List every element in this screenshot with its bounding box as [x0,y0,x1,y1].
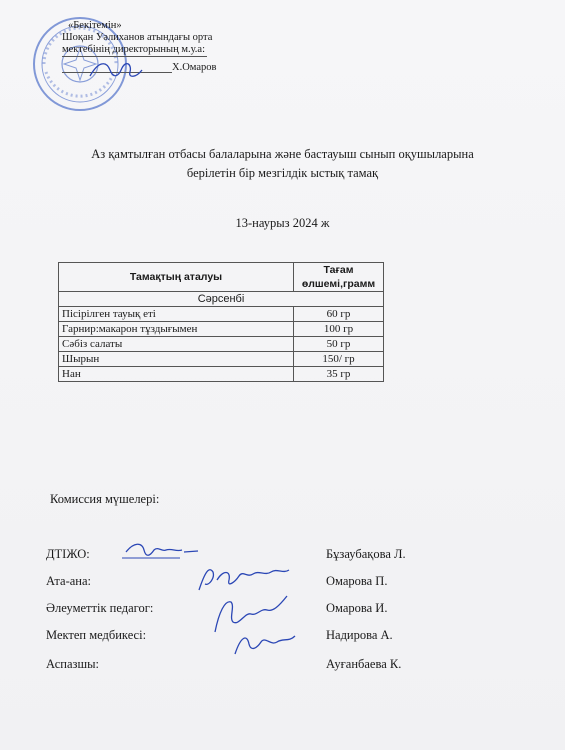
signatory-name: Бұзаубақова Л. [326,547,406,561]
signatory-role: ДТІЖО: [46,547,90,561]
dish-portion: 50 гр [294,337,384,352]
table-row [59,367,384,382]
menu-day: Сәрсенбі [59,292,384,307]
director-signature-icon [86,56,146,82]
menu-table [58,262,384,382]
signature-parent-icon [195,562,295,596]
signatory-role: Аспазшы: [46,657,99,671]
signatory-role: Әлеуметтік педагог: [46,601,154,615]
signatory-name: Омарова И. [326,601,388,615]
dish-portion: 100 гр [294,322,384,337]
document-title-line1: Аз қамтылған отбасы балаларына және бастауыш сынып оқушыларына [91,147,474,161]
dish-name: Сәбіз салаты [59,337,294,352]
dish-portion: 150/ гр [294,352,384,367]
signature-pedagog-nurse-icon [205,592,300,660]
header-portion: Тағам өлшемі,грамм [294,263,384,292]
signatory-name: Омарова П. [326,574,388,588]
dish-name: Шырын [59,352,294,367]
document-date: 13-наурыз 2024 ж [235,216,330,230]
signature-dtizho-icon [120,538,200,568]
table-row [59,337,384,352]
approval-position: мектебінің директорының м.у.а: [62,44,205,55]
signatory-role: Мектеп медбикесі: [46,628,147,642]
menu-table-header [59,263,384,292]
document-title-line2: берілетін бір мезгілдік ыстық тамақ [186,166,379,180]
dish-name: Нан [59,367,294,382]
menu-day-row [59,292,384,307]
commission-label: Комиссия мүшелері: [50,492,160,506]
approval-school: Шоқан Уәлиханов атындағы орта [62,32,213,43]
header-dish-name: Тамақтың аталуы [59,263,294,292]
dish-name: Гарнир:макарон тұздығымен [59,322,294,337]
table-row [59,322,384,337]
table-row [59,352,384,367]
approval-heading: «Бекітемін» [68,20,122,31]
dish-portion: 35 гр [294,367,384,382]
dish-portion: 60 гр [294,307,384,322]
signatory-name: Ауғанбаева К. [326,657,402,671]
table-row [59,307,384,322]
signatory-name: Надирова А. [326,628,393,642]
approval-director-name: Х.Омаров [172,62,217,73]
dish-name: Пісірілген тауық еті [59,307,294,322]
signatory-role: Ата-ана: [46,574,91,588]
